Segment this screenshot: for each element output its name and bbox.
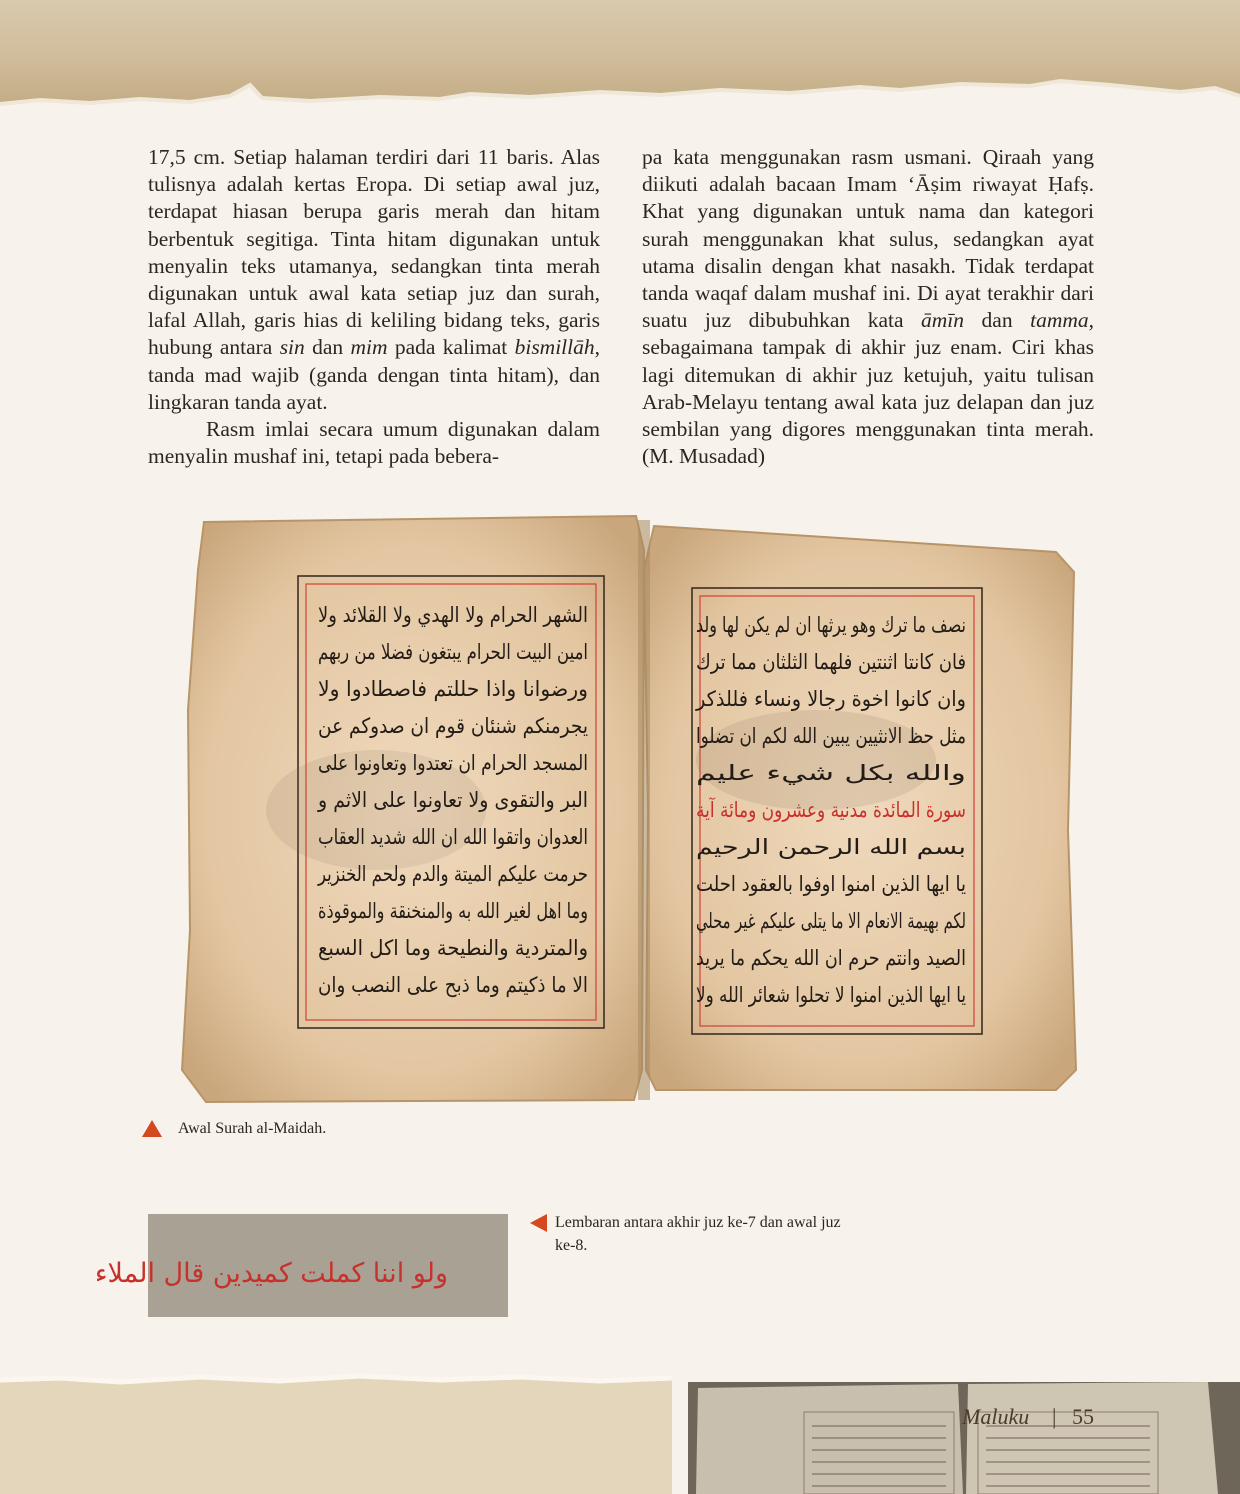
manuscript-line: مثل حظ الانثيين يبين الله لكم ان تضلوا <box>696 724 1034 748</box>
strip-arabic-text: ولو اننا كملت كميدين قال الملاء <box>94 1258 448 1289</box>
text-column-left <box>148 144 600 470</box>
manuscript-line: يا ايها الذين امنوا لا تحلوا شعائر الله ولا <box>696 983 967 1007</box>
manuscript-line: المسجد الحرام ان تعتدوا وتعاونوا على <box>318 751 588 775</box>
manuscript-photo <box>176 510 1082 1110</box>
text-run: , tanda mad wajib (ganda dengan tinta hitam), dan lingkaran tanda ayat. <box>148 335 601 414</box>
manuscript-line: حرمت عليكم الميتة والدم ولحم الخنزير <box>318 862 660 886</box>
caption-marker-up-icon <box>142 1120 162 1137</box>
manuscript-line: الا ما ذكيتم وما ذبح على النصب وان <box>318 973 629 997</box>
right-page-text <box>695 613 1082 1007</box>
paragraph-left-1 <box>148 144 600 416</box>
manuscript-line: نصف ما ترك وهو يرثها ان لم يكن لها ولد <box>696 613 1051 637</box>
italic-term: āmīn <box>921 308 965 333</box>
italic-term: tamma <box>1030 308 1089 333</box>
manuscript-strip-photo <box>94 1214 508 1317</box>
figure-1-caption: Awal Surah al-Maidah. <box>178 1120 327 1137</box>
manuscript-line: سورة المائدة مدنية وعشرون ومائة آية <box>696 798 1030 822</box>
left-page-text <box>317 603 662 998</box>
bottom-torn-paper <box>0 1370 680 1494</box>
manuscript-line: يجرمنكم شنئان قوم ان صدوكم عن <box>318 714 625 738</box>
manuscript-line: بسم الله الرحمن الرحيم <box>696 835 908 859</box>
italic-term: bismillāh <box>514 335 595 360</box>
manuscript-line: وان كانوا اخوة رجالا ونساء فللذكر <box>695 687 966 711</box>
manuscript-line: والمتردية والنطيحة وما اكل السبع <box>318 936 588 960</box>
manuscript-line: الصيد وانتم حرم ان الله يحكم ما يريد <box>696 946 1019 970</box>
manuscript-line: امين البيت الحرام يبتغون فضلا من ربهم <box>318 640 662 664</box>
manuscript-line: فان كانتا اثنتين فلهما الثلثان مما ترك <box>696 650 966 674</box>
manuscript-line: الشهر الحرام ولا الهدي ولا القلائد ولا <box>318 603 588 627</box>
text-run: pa kata menggunakan rasm usmani. Qiraah yang diikuti adalah bacaan Imam ‘Āṣim riwayat Ḥafṣ. Khat yang digunakan untuk nama dan kategori surah menggunakan khat sulus, sedangkan ayat utama disalin dengan khat nasakh. Tidak terdapat tanda waqaf dalam mushaf ini. Di ayat terakhir dari suatu juz dibubuhkan kata <box>642 145 1094 333</box>
italic-term: mim <box>350 335 388 360</box>
italic-term: sin <box>279 335 305 360</box>
bottom-manuscript-photo <box>688 1378 1240 1494</box>
footer-region: Maluku <box>962 1404 1030 1429</box>
manuscript-line: العدوان واتقوا الله ان الله شديد العقاب <box>318 825 588 849</box>
paragraph-right-1 <box>642 144 1094 470</box>
page-number: 55 <box>1072 1404 1094 1429</box>
text-run: 17,5 cm. Setiap halaman terdiri dari 11 baris. Alas tulisnya adalah kertas Eropa. Di setiap awal juz, terdapat hiasan berupa garis merah dan hitam berbentuk segitiga. Tinta hitam digunakan untuk menyalin teks utamanya, sedangkan tinta merah digunakan untuk awal kata setiap juz dan surah, lafal Allah, garis hias di keliling bidang teks, garis hubung antara <box>148 145 600 360</box>
manuscript-line: والله بكل شيء عليم <box>696 761 875 785</box>
manuscript-line: ورضوانا واذا حللتم فاصطادوا ولا <box>318 677 596 701</box>
text-column-right <box>642 144 1094 470</box>
caption-marker-left-icon <box>530 1214 547 1232</box>
manuscript-line: لكم بهيمة الانعام الا ما يتلى عليكم غير محلي <box>696 909 1082 933</box>
text-run: dan <box>304 335 351 360</box>
text-run: pada kalimat <box>387 335 515 360</box>
manuscript-line: وما اهل لغير الله به والمنخنقة والموقوذة <box>318 899 588 923</box>
text-run: , sebagaimana tampak di akhir juz enam. Ciri khas lagi ditemukan di akhir juz ketujuh, yaitu tulisan Arab-Melayu tentang awal kata juz delapan dan juz sembilan yang digores menggunakan tinta merah. (M. Musadad) <box>642 308 1095 469</box>
footer-separator: | <box>1052 1404 1057 1429</box>
figure-2-caption: Lembaran antara akhir juz ke-7 dan awal juz ke-8. <box>555 1214 841 1254</box>
torn-paper-edge <box>0 0 1240 125</box>
strip-inscription <box>94 1214 508 1317</box>
manuscript-line: البر والتقوى ولا تعاونوا على الاثم و <box>318 788 617 812</box>
manuscript-line: يا ايها الذين امنوا اوفوا بالعقود احلت <box>696 872 967 896</box>
paragraph-left-2: Rasm imlai secara umum digunakan dalam menyalin mushaf ini, tetapi pada bebera- <box>148 417 600 469</box>
text-run: dan <box>964 308 1031 333</box>
